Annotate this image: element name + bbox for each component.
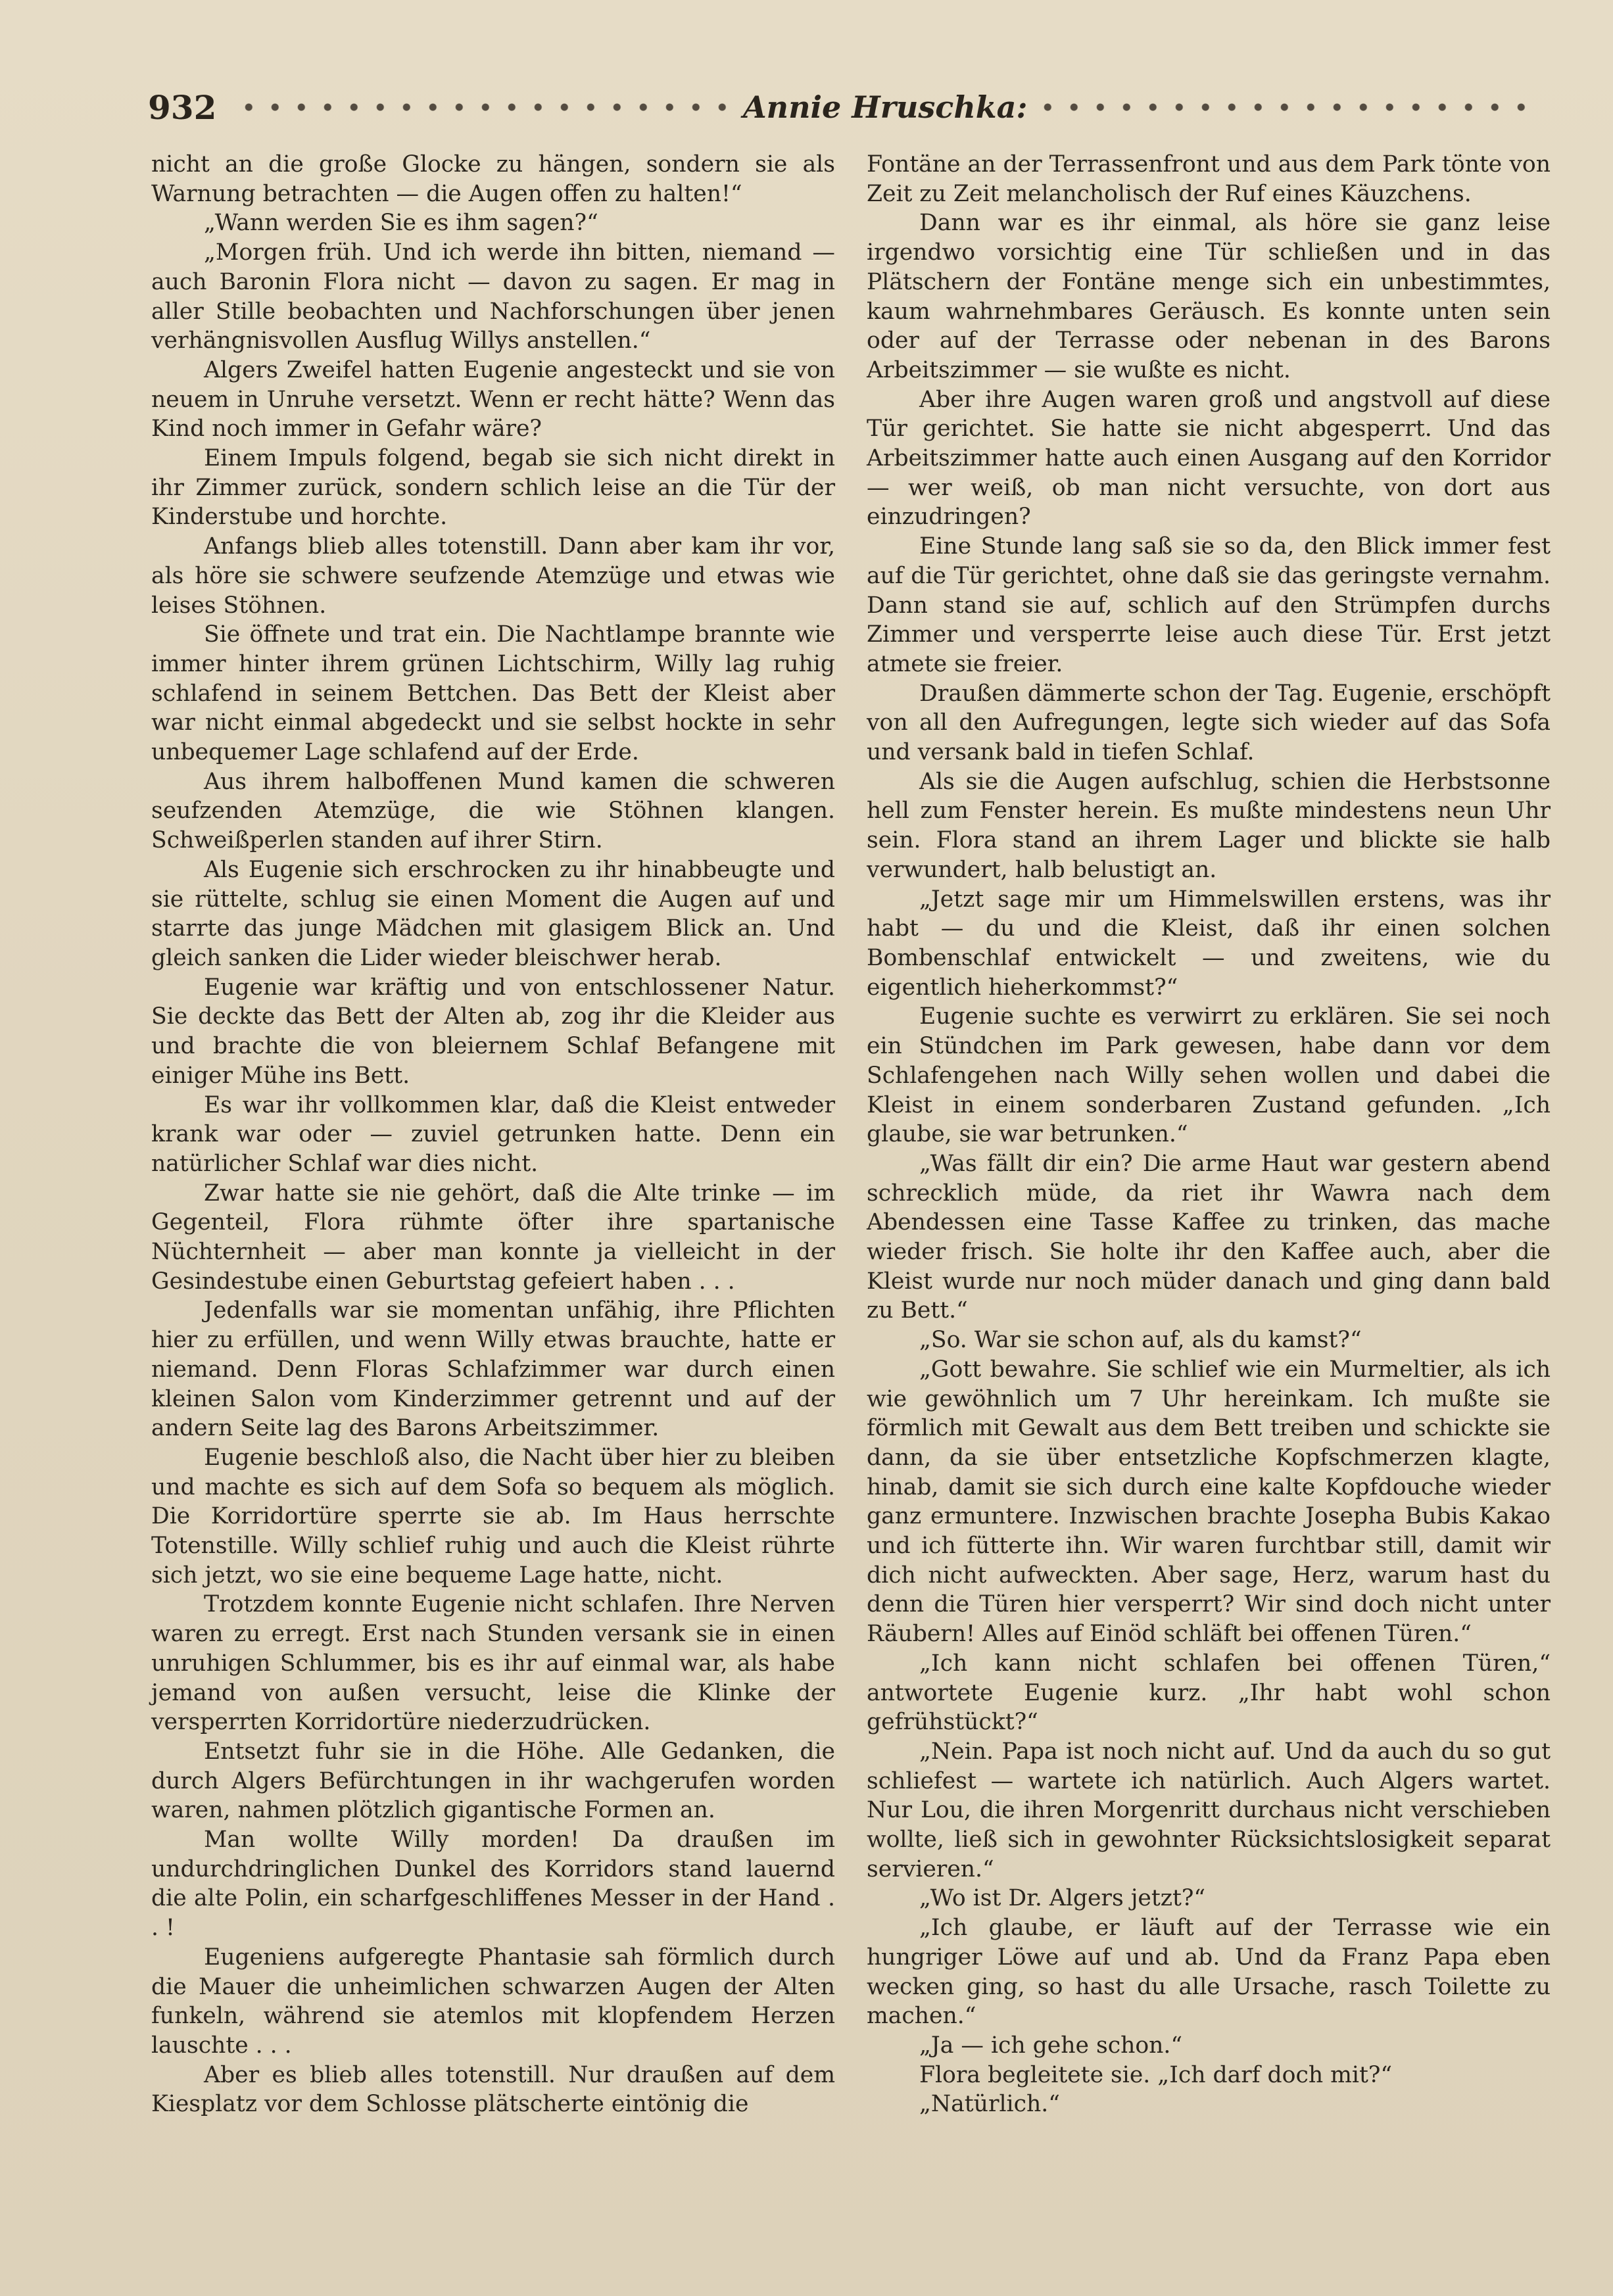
paragraph: Eine Stunde lang saß sie so da, den Blick immer fest auf die Tür gerichtet, ohne daß sie das geringste vernahm. Dann stand sie auf, schlich auf den Strümpfen durchs Zimmer und versperrte leise auch diese Tür. Erst jetzt atmete sie freier.: [867, 533, 1551, 677]
paragraph: „Natürlich.“: [919, 2091, 1060, 2118]
page-number: 932: [148, 87, 217, 127]
paragraph: „Ich glaube, er läuft auf der Terrasse wie ein hungriger Löwe auf und ab. Und da Franz Papa eben wecken ging, so hast du alle Ursache, rasch Toilette zu machen.“: [867, 1915, 1551, 2030]
paragraph: „Gott bewahre. Sie schlief wie ein Murmeltier, als ich wie gewöhnlich um 7 Uhr hereinkam. Ich mußte sie förmlich mit Gewalt aus dem Bett treiben und schickte sie dann, da sie über entsetzliche Kopfschmerzen klagte, hinab, damit sie sich durch eine kalte Kopfdouche wieder ganz ermuntere. Inzwischen brachte Josepha Bubis Kakao und ich fütterte ihn. Wir waren furchtbar still, damit wir dich nicht aufweckten. Aber sage, Herz, warum hast du denn die Türen hier versperrt? Wir sind doch nicht unter Räubern! Alles auf Einöd schläft bei offenen Türen.“: [867, 1356, 1551, 1648]
paragraph: „Wo ist Dr. Algers jetzt?“: [919, 1885, 1206, 1912]
left-column: [151, 150, 835, 2122]
paragraph: Sie öffnete und trat ein. Die Nachtlampe brannte wie immer hinter ihrem grünen Lichtschirm, Willy lag ruhig schlafend in seinem Bettchen. Das Bett der Kleist aber war nicht einmal abgedeckt und sie selbst hockte in sehr unbequemer Lage schlafend auf der Erde.: [151, 621, 835, 766]
running-title: Annie Hruschka:: [742, 89, 1028, 125]
paragraph: Aber es blieb alles totenstill. Nur draußen auf dem Kiesplatz vor dem Schlosse plätscherte eintönig die: [151, 2061, 835, 2118]
paragraph: Dann war es ihr einmal, als höre sie ganz leise irgendwo vorsichtig eine Tür schließen und in das Plätschern der Fontäne menge sich ein unbestimmtes, kaum wahrnehmbares Geräusch. Es konnte unten sein oder auf der Terrasse oder nebenan in des Barons Arbeitszimmer — sie wußte es nicht.: [867, 210, 1551, 383]
paragraph: Flora begleitete sie. „Ich darf doch mit?“: [919, 2061, 1393, 2088]
ornament-rule-right: [1036, 100, 1533, 114]
paragraph: „Was fällt dir ein? Die arme Haut war gestern abend schrecklich müde, da riet ihr Wawra nach dem Abendessen eine Tasse Kaffee zu trinken, das mache wieder frisch. Sie holte ihr den Kaffee auch, aber die Kleist wurde nur noch müder danach und ging dann bald zu Bett.“: [867, 1150, 1551, 1324]
paragraph: „Ich kann nicht schlafen bei offenen Türen,“ antwortete Eugenie kurz. „Ihr habt wohl schon gefrühstückt?“: [867, 1650, 1551, 1736]
paragraph: „Wann werden Sie es ihm sagen?“: [204, 210, 598, 237]
paragraph: Eugeniens aufgeregte Phantasie sah förmlich durch die Mauer die unheimlichen schwarzen Augen der Alten funkeln, während sie atemlos mit klopfendem Herzen lauschte . . .: [151, 1944, 835, 2059]
paragraph: „So. War sie schon auf, als du kamst?“: [919, 1327, 1362, 1354]
page-header: [148, 84, 1542, 130]
ornament-rule-left: [237, 100, 734, 114]
paragraph: Aus ihrem halboffenen Mund kamen die schweren seufzenden Atemzüge, die wie Stöhnen klangen. Schweißperlen standen auf ihrer Stirn.: [151, 768, 835, 854]
paragraph: Als Eugenie sich erschrocken zu ihr hinabbeugte und sie rüttelte, schlug sie einen Moment die Augen auf und starrte das junge Mädchen mit glasigem Blick an. Und gleich sanken die Lider wieder bleischwer herab.: [151, 856, 835, 971]
paragraph: Trotzdem konnte Eugenie nicht schlafen. Ihre Nerven waren zu erregt. Erst nach Stunden versank sie in einen unruhigen Schlummer, bis es ihr auf einmal war, als habe jemand von außen versucht, leise die Klinke der versperrten Korridortüre niederzudrücken.: [151, 1591, 835, 1736]
paragraph: Entsetzt fuhr sie in die Höhe. Alle Gedanken, die durch Algers Befürchtungen in ihr wachgerufen worden waren, nahmen plötzlich gigantische Formen an.: [151, 1738, 835, 1824]
paragraph: Draußen dämmerte schon der Tag. Eugenie, erschöpft von all den Aufregungen, legte sich wieder auf das Sofa und versank bald in tiefen Schlaf.: [867, 680, 1551, 766]
paragraph: Es war ihr vollkommen klar, daß die Kleist entweder krank war oder — zuviel getrunken hatte. Denn ein natürlicher Schlaf war dies nicht.: [151, 1091, 835, 1177]
paragraph: Algers Zweifel hatten Eugenie angesteckt und sie von neuem in Unruhe versetzt. Wenn er recht hätte? Wenn das Kind noch immer in Gefahr wäre?: [151, 356, 835, 442]
paragraph: Man wollte Willy morden! Da draußen im undurchdringlichen Dunkel des Korridors stand lauernd die alte Polin, ein scharfgeschliffenes Messer in der Hand . . !: [151, 1827, 835, 1942]
paragraph: „Jetzt sage mir um Himmelswillen erstens, was ihr habt — du und die Kleist, daß ihr einen solchen Bombenschlaf entwickelt — und zweitens, wie du eigentlich hieherkommst?“: [867, 886, 1551, 1001]
paragraph: Als sie die Augen aufschlug, schien die Herbstsonne hell zum Fenster herein. Es mußte mindestens neun Uhr sein. Flora stand an ihrem Lager und blickte sie halb verwundert, halb belustigt an.: [867, 768, 1551, 883]
text-columns: [151, 150, 1551, 2122]
paragraph: Fontäne an der Terrassenfront und aus dem Park tönte von Zeit zu Zeit melancholisch der Ruf eines Käuzchens.: [867, 151, 1551, 207]
paragraph: Anfangs blieb alles totenstill. Dann aber kam ihr vor, als höre sie schwere seufzende Atemzüge und etwas wie leises Stöhnen.: [151, 533, 835, 619]
paragraph: Aber ihre Augen waren groß und angstvoll auf diese Tür gerichtet. Sie hatte sie nicht abgesperrt. Und das Arbeitszimmer hatte auch einen Ausgang auf den Korridor — wer weiß, ob man nicht versuchte, von dort aus einzudringen?: [867, 386, 1551, 531]
paragraph: „Morgen früh. Und ich werde ihn bitten, niemand — auch Baronin Flora nicht — davon zu sagen. Er mag in aller Stille beobachten und Nachforschungen über jenen verhängnisvollen Ausflug Willys anstellen.“: [151, 239, 835, 354]
paragraph: „Nein. Papa ist noch nicht auf. Und da auch du so gut schliefest — wartete ich natürlich. Auch Algers wartet. Nur Lou, die ihren Morgenritt durchaus nicht verschieben wollte, ließ sich in gewohnter Rücksichtslosigkeit separat servieren.“: [867, 1738, 1551, 1882]
paragraph: nicht an die große Glocke zu hängen, sondern sie als Warnung betrachten — die Augen offen zu halten!“: [151, 151, 835, 207]
paragraph: Eugenie beschloß also, die Nacht über hier zu bleiben und machte es sich auf dem Sofa so bequem als möglich. Die Korridortüre sperrte sie ab. Im Haus herrschte Totenstille. Willy schlief ruhig und auch die Kleist rührte sich jetzt, wo sie eine bequeme Lage hatte, nicht.: [151, 1444, 835, 1589]
right-column: [867, 150, 1551, 2122]
paragraph: Jedenfalls war sie momentan unfähig, ihre Pflichten hier zu erfüllen, und wenn Willy etwas brauchte, hatte er niemand. Denn Floras Schlafzimmer war durch einen kleinen Salon vom Kinderzimmer getrennt und auf der andern Seite lag des Barons Arbeitszimmer.: [151, 1297, 835, 1442]
paragraph: Einem Impuls folgend, begab sie sich nicht direkt in ihr Zimmer zurück, sondern schlich leise an die Tür der Kinderstube und horchte.: [151, 445, 835, 531]
paragraph: Zwar hatte sie nie gehört, daß die Alte trinke — im Gegenteil, Flora rühmte öfter ihre spartanische Nüchternheit — aber man konnte ja vielleicht in der Gesindestube einen Geburtstag gefeiert haben . . .: [151, 1180, 835, 1295]
paragraph: Eugenie war kräftig und von entschlossener Natur. Sie deckte das Bett der Alten ab, zog ihr die Kleider aus und brachte die von bleiernem Schlaf Befangene mit einiger Mühe ins Bett.: [151, 974, 835, 1089]
paragraph: „Ja — ich gehe schon.“: [919, 2032, 1183, 2059]
paragraph: Eugenie suchte es verwirrt zu erklären. Sie sei noch ein Stündchen im Park gewesen, habe dann vor dem Schlafengehen nach Willy sehen wollen und dabei die Kleist in einem sonderbaren Zustand gefunden. „Ich glaube, sie war betrunken.“: [867, 1003, 1551, 1148]
